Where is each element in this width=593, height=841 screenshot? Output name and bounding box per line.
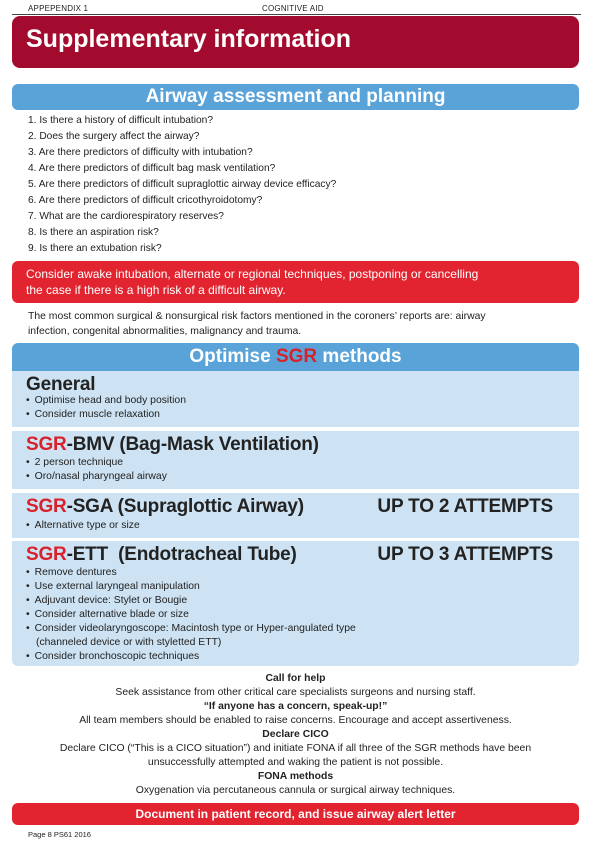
header-divider — [12, 14, 581, 15]
call-for-help-heading: Call for help — [265, 673, 326, 684]
airway-question: 2. Does the surgery affect the airway? — [28, 131, 200, 142]
call-for-help-line: All team members should be enabled to raise concerns. Encourage and accept assertiveness. — [79, 715, 512, 726]
sga-bullet: • Alternative type or size — [26, 519, 140, 533]
ett-bullet: • Adjuvant device: Stylet or Bougie — [26, 594, 356, 608]
sga-attempts-label: UP TO 2 ATTEMPTS — [377, 496, 553, 517]
ett-sgr-prefix: SGR — [26, 544, 67, 565]
declare-cico-line: unsuccessfully attempted and waking the patient is not possible. — [147, 757, 444, 768]
airway-question: 5. Are there predictors of difficult supraglottic airway device efficacy? — [28, 179, 337, 190]
sga-sgr-prefix: SGR — [26, 496, 67, 517]
risk-line-2: infection, congenital abnormalities, malignancy and trauma. — [28, 326, 302, 337]
airway-section-heading — [12, 84, 579, 110]
bmv-panel — [12, 431, 579, 489]
emergency-guidance — [12, 672, 579, 798]
general-bullet: • Consider muscle relaxation — [26, 408, 186, 422]
airway-heading-text: Airway assessment and planning — [145, 86, 446, 107]
ett-bullet: • Consider bronchoscopic techniques — [26, 650, 356, 664]
airway-question: 1. Is there a history of difficult intubation? — [28, 115, 213, 126]
declare-cico-heading: Declare CICO — [262, 729, 329, 740]
ett-bullet: • Consider videolaryngoscope: Macintosh type or Hyper-angulated type — [26, 622, 356, 636]
bmv-bullet: • Oro/nasal pharyngeal airway — [26, 470, 167, 484]
ett-bullet: • Remove dentures — [26, 566, 356, 580]
call-for-help-line: Seek assistance from other critical care specialists surgeons and nursing staff. — [115, 687, 476, 698]
ett-bullet-continuation: (channeled device or with styletted ETT) — [36, 637, 222, 648]
fona-heading: FONA methods — [257, 771, 334, 782]
warning-line-1: Consider awake intubation, alternate or regional techniques, postponing or cancelling — [26, 267, 479, 281]
title-banner — [12, 16, 579, 68]
sga-title: -SGA (Supraglottic Airway) — [66, 496, 304, 517]
fona-line: Oxygenation via percutaneous cannula or surgical airway techniques. — [135, 785, 456, 796]
risk-line-1: The most common surgical & nonsurgical risk factors mentioned in the coroners’ reports are: airway — [28, 311, 486, 322]
sgr-heading-post: methods — [317, 346, 402, 367]
airway-question: 8. Is there an aspiration risk? — [28, 227, 159, 238]
bmv-bullet: • 2 person technique — [26, 456, 167, 470]
bmv-heading — [26, 434, 319, 456]
ett-bullet: • Consider alternative blade or size — [26, 608, 356, 622]
bmv-bullets — [26, 456, 167, 484]
airway-question: 6. Are there predictors of difficult cricothyroidotomy? — [28, 195, 263, 206]
speak-up-quote: “If anyone has a concern, speak-up!” — [203, 701, 388, 712]
document-record-text: Document in patient record, and issue airway alert letter — [135, 807, 456, 821]
sgr-section-heading — [12, 343, 579, 371]
general-bullets — [26, 394, 186, 422]
airway-question-list — [28, 113, 336, 257]
airway-question: 7. What are the cardiorespiratory reserves? — [28, 211, 224, 222]
bmv-title: -BMV (Bag-Mask Ventilation) — [66, 434, 319, 455]
general-panel — [12, 371, 579, 427]
general-bullet: • Optimise head and body position — [26, 394, 186, 408]
sga-heading — [26, 496, 304, 518]
airway-question: 3. Are there predictors of difficulty with intubation? — [28, 147, 253, 158]
bmv-sgr-prefix: SGR — [26, 434, 67, 455]
page-footer: Page 8 PS61 2016 — [28, 830, 91, 839]
risk-factors-text — [28, 309, 568, 339]
cognitive-aid-label: COGNITIVE AID — [262, 4, 324, 13]
sga-bullets — [26, 519, 140, 533]
sga-panel — [12, 493, 579, 538]
ett-bullets — [26, 566, 356, 664]
document-record-banner — [12, 803, 579, 825]
ett-attempts-label: UP TO 3 ATTEMPTS — [377, 544, 553, 565]
warning-line-2: the case if there is a high risk of a difficult airway. — [26, 283, 286, 297]
sgr-heading-highlight: SGR — [275, 346, 318, 367]
sgr-heading-pre: Optimise — [189, 346, 276, 367]
page-title: Supplementary information — [26, 25, 352, 53]
appendix-label: APPEPENDIX 1 — [28, 4, 89, 13]
declare-cico-line: Declare CICO (“This is a CICO situation”) and initiate FONA if all three of the SGR methods have been — [59, 743, 532, 754]
general-heading: General — [26, 374, 96, 395]
ett-heading — [26, 544, 297, 566]
ett-bullet: • Use external laryngeal manipulation — [26, 580, 356, 594]
airway-question: 4. Are there predictors of difficult bag mask ventilation? — [28, 163, 276, 174]
ett-panel — [12, 541, 579, 666]
high-risk-warning-box — [12, 261, 579, 303]
airway-question: 9. Is there an extubation risk? — [28, 243, 162, 254]
ett-title: -ETT (Endotracheal Tube) — [66, 544, 297, 565]
